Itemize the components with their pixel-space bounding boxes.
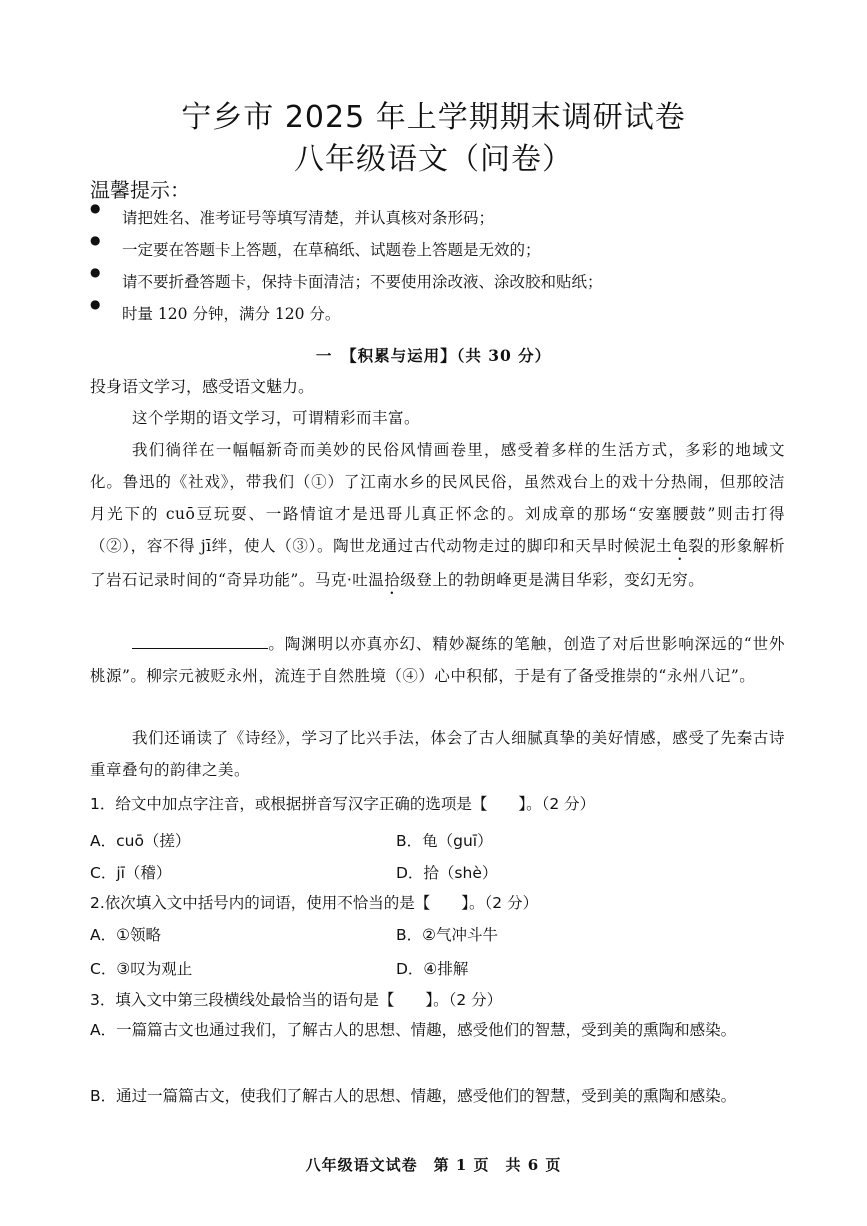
tip-item <box>88 296 808 328</box>
question-3-option-a: A．一篇篇古文也通过我们，了解古人的思想、情趣，感受他们的智慧，受到美的熏陶和感染。 <box>90 1021 737 1039</box>
bullet-icon: ● <box>90 265 101 279</box>
passage-paragraph-3 <box>90 628 785 692</box>
tip-text: 一定要在答题卡上答题，在草稿纸、试题卷上答题是无效的； <box>122 241 541 259</box>
tip-text: 请不要折叠答题卡，保持卡面清洁；不要使用涂改液、涂改胶和贴纸； <box>122 273 603 291</box>
question-1-option-d: D．拾（shè） <box>396 864 498 882</box>
passage-paragraph-1: 这个学期的语文学习，可谓精彩而丰富。 <box>132 409 421 427</box>
exam-subtitle: 八年级语文（问卷） <box>294 142 573 177</box>
paragraph-text: 。陶渊明以亦真亦幻、精妙凝练的笔触，创造了对后世影响深远的“世外桃源”。柳宗元被贬永州，流连于自然胜境（④）心中积郁，于是有了备受推崇的“永州八记”。 <box>90 635 785 685</box>
question-1-stem: 1．给文中加点字注音，或根据拼音写汉字正确的选项是【 】。（2 分） <box>90 795 596 813</box>
tips-list <box>88 200 808 328</box>
tip-text: 请把姓名、准考证号等填写清楚，并认真核对条形码； <box>122 209 495 227</box>
bullet-icon: ● <box>90 233 101 247</box>
question-3-option-b: B．通过一篇篇古文，使我们了解古人的思想、情趣，感受他们的智慧，受到美的熏陶和感染。 <box>90 1087 737 1105</box>
page-footer: 八年级语文试卷 第 1 页 共 6 页 <box>305 1156 562 1174</box>
section-heading: 一 【积累与运用】（共 30 分） <box>315 346 552 365</box>
bullet-icon: ● <box>90 297 101 311</box>
passage-paragraph-2 <box>90 434 785 598</box>
tip-item <box>88 200 808 232</box>
question-2-option-a: A．①领略 <box>90 926 161 944</box>
question-2-option-d: D．④排解 <box>396 960 469 978</box>
question-2-option-c: C．③叹为观止 <box>90 960 193 978</box>
paragraph-text: 裂的形象解析了岩石记录时间的“奇异功能”。马克·吐温 <box>90 537 785 589</box>
tips-heading: 温馨提示： <box>90 178 190 202</box>
emphasized-char: 拾 <box>384 571 401 589</box>
paragraph-text: 我们徜徉在一幅幅新奇而美妙的民俗风情画卷里，感受着多样的生活方式，多彩的地域文化。鲁迅的《社戏》，带我们（①）了江南水乡的民风民俗，虽然戏台上的戏十分热闹，但那皎洁月光下的 cuō豆玩耍、一路情谊才是迅哥儿真正怀念的。刘成章的那场“安塞腰鼓”则击打得（②），容不得 jī绊，使人（③）。陶世龙通过古代动物走过的脚印和天旱时候泥土 <box>90 441 785 555</box>
question-2-stem: 2.依次填入文中括号内的词语，使用不恰当的是【 】。（2 分） <box>90 894 539 912</box>
tip-item <box>88 264 808 296</box>
question-1-option-a: A．cuō（搓） <box>90 832 191 850</box>
emphasized-char: 龟 <box>672 537 689 555</box>
fill-in-blank[interactable] <box>132 632 268 649</box>
tip-text: 时量 120 分钟，满分 120 分。 <box>122 305 341 323</box>
paragraph-text: 级登上的勃朗峰更是满目华彩，变幻无穷。 <box>400 571 705 589</box>
question-1-option-c: C．jī（稽） <box>90 864 172 882</box>
tip-item <box>88 232 808 264</box>
bullet-icon: ● <box>90 201 101 215</box>
question-1-option-b: B．龟（guī） <box>396 832 493 850</box>
exam-title: 宁乡市 2025 年上学期期末调研试卷 <box>181 100 686 135</box>
question-2-option-b: B．②气冲斗牛 <box>396 926 499 944</box>
passage-paragraph-4: 我们还诵读了《诗经》，学习了比兴手法，体会了古人细腻真挚的美好情感，感受了先秦古诗重章叠句的韵律之美。 <box>90 729 785 779</box>
passage-intro: 投身语文学习，感受语文魅力。 <box>90 377 315 396</box>
question-3-stem: 3．填入文中第三段横线处最恰当的语句是【 】。（2 分） <box>90 991 503 1009</box>
